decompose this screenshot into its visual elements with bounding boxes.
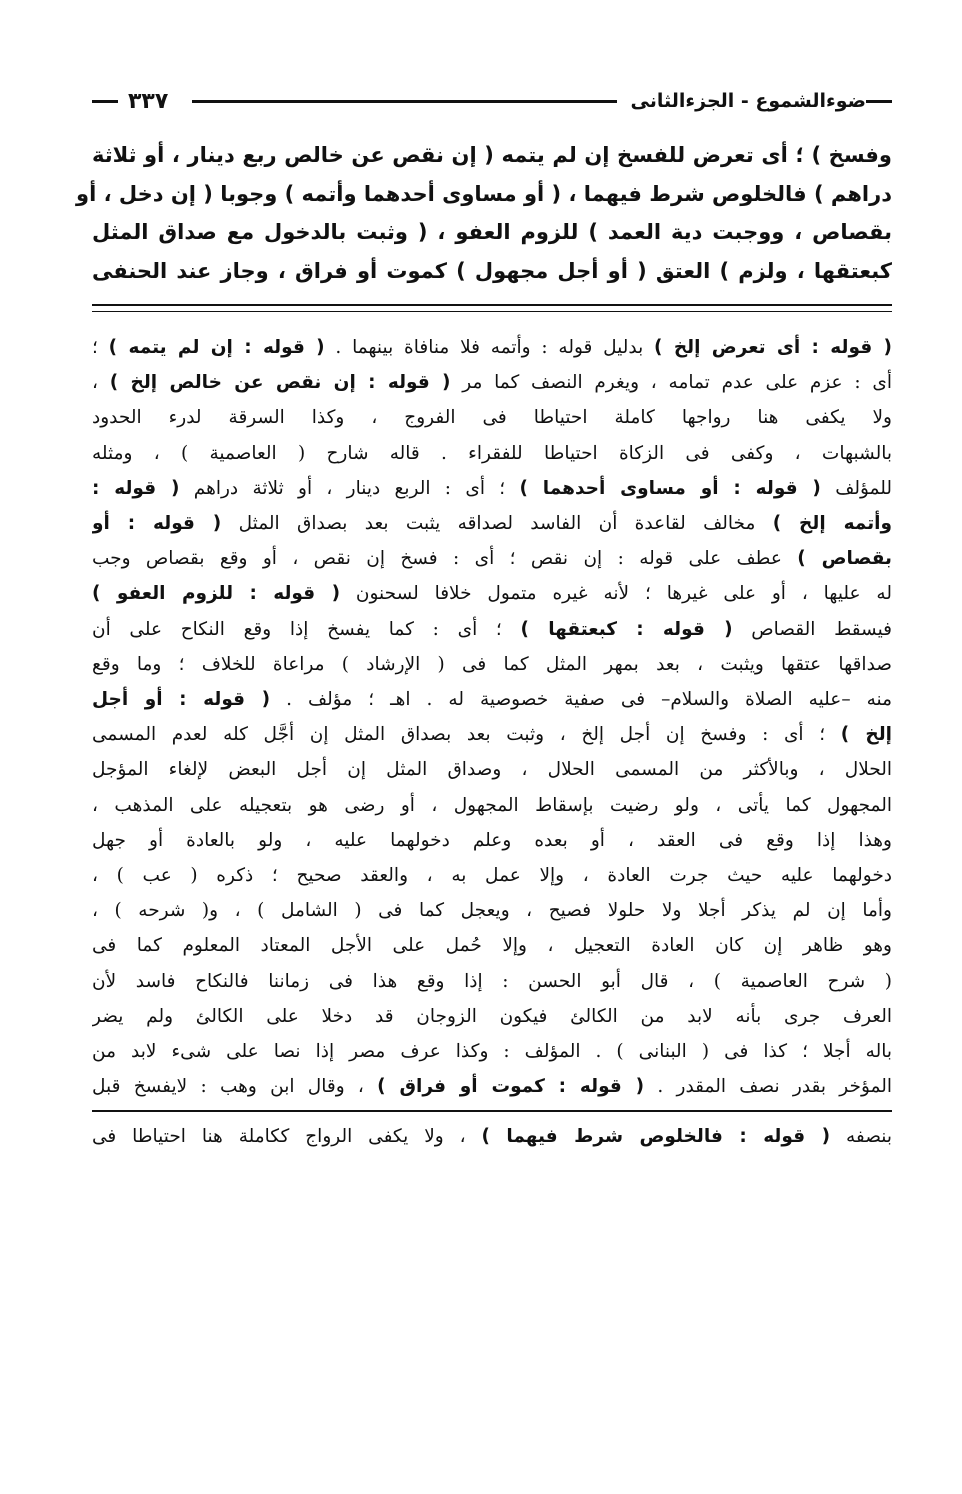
note-text: باله أجلا ؛ كذا فى ( البنانى ) . المؤلف : وكذا عرف مصر إذا نصا على شىء لابد من <box>92 1041 892 1063</box>
note-heading: ( قوله : كبعتقها ) <box>520 618 733 640</box>
main-text-line: دراهم ) فالخلوص شرط فيهما ، ( أو مساوى أحدهما وأتمه ) وجوبا ( إن دخل ، أو <box>76 181 892 206</box>
note-text: صداقها عتقها ويثبت ، بعد بمهر المثل كما فى ( الإرشاد ) مراعاة للخلاف ؛ وما وقع <box>92 653 892 675</box>
note-heading: ( قوله : <box>92 477 180 499</box>
note-text: منه –عليه الصلاة والسلام– فى صفية خصوصية له . اهـ ؛ مؤلف . <box>270 689 892 711</box>
footnotes-line <box>92 999 892 1034</box>
main-text-line: بقصاص ، ووجبت دية العمد ) للزوم العفو ، ( وثبت بالدخول مع صداق المثل <box>92 220 892 244</box>
continuation-divider <box>92 1110 892 1112</box>
note-text: بالشبهات ، وكفى فى الزكاة احتياطا للفقراء . قاله شارح ( العاصمية ) ، ومثله <box>92 442 892 464</box>
running-header <box>92 80 892 122</box>
continued-notes <box>92 1120 892 1154</box>
footnotes-line <box>92 365 892 400</box>
footnotes-line <box>92 541 892 576</box>
footnotes-line <box>92 788 892 823</box>
note-heading: ( قوله : أو أجل <box>92 689 271 711</box>
note-text: ؛ أى : الربع دينار ، أو ثلاثة دراهم <box>179 477 520 499</box>
note-text: وأما إن لم يذكر أجلا ولا حلولا فصيح ، ويعجل كما فى ( الشامل ) ، و( شرحه ) ، <box>92 900 892 922</box>
note-text: ؛ أى : وفسخ إن أجل إلخ ، وثبت بعد بصداق المثل إن أجَّل كله لعدم المسمى <box>92 724 841 746</box>
footnotes-line <box>92 471 892 506</box>
note-heading: ( قوله : كموت أو فراق ) <box>377 1076 645 1098</box>
note-text: وهو ظاهر إن كان العادة التعجيل ، وإلا حُمل على الأجل المعتاد المعلوم كما فى <box>92 935 892 957</box>
footnotes <box>92 330 892 1104</box>
note-heading: بقصاص ) <box>797 548 892 570</box>
footnotes-line <box>92 506 892 541</box>
note-heading: وأتمه إلخ ) <box>772 513 892 535</box>
note-heading: إلخ ) <box>840 724 892 746</box>
note-text: فيسقط القصاص <box>732 618 892 640</box>
footnotes-line <box>92 964 892 999</box>
continued-line <box>92 1120 892 1154</box>
note-text: بنصفه <box>830 1126 892 1148</box>
footnotes-line <box>92 612 892 647</box>
note-text: أى : عزم على عدم تمامه ، ويغرم النصف كما مر <box>450 372 892 394</box>
footnotes-line <box>92 436 892 471</box>
main-text-line: كبعتقها ، ولزم ) العتق ( أو أجل مجهول ) كموت أو فراق ، وجاز عند الحنفى <box>92 258 892 283</box>
document-page <box>76 80 892 1154</box>
header-dash-left <box>92 100 118 103</box>
note-text: ولا يكفى هنا رواجها كاملة احتياطا فى الفروج ، وكذا السرقة لدرء الحدود <box>92 407 892 429</box>
note-heading: ( قوله : أو <box>92 513 222 535</box>
note-text: ؛ <box>92 337 109 358</box>
header-title: ضوءالشموع - الجزءالثانى <box>630 90 866 112</box>
main-text-line: وفسخ ) ؛ أى تعرض للفسخ إن لم يتمه ( إن نقص عن خالص ربع دينار ، أو ثلاثة <box>92 143 892 167</box>
note-text: ، ولا يكفى الرواج ككاملة هنا احتياطا فى <box>92 1126 482 1148</box>
footnotes-line <box>92 400 892 435</box>
footnotes-line <box>92 682 892 717</box>
footnotes-line <box>92 717 892 752</box>
main-text <box>76 136 892 290</box>
note-heading: ( قوله : أى تعرض إلخ ) <box>654 337 892 358</box>
note-text: ؛ أى : كما يفسخ إذا وقع النكاح على أن <box>92 618 521 640</box>
footnotes-line <box>92 576 892 611</box>
note-text: المؤخر بقدر نصف المقدر . <box>644 1076 892 1098</box>
note-heading: ( قوله : أو مساوى أحدهما ) <box>519 477 821 499</box>
note-text: له عليها ، أو على غيرها ؛ لأنه غيره متمول خلافا لسحنون <box>340 583 892 605</box>
note-text: وهذا إذا وقع فى العقد ، أو بعده وعلم دخولهما عليه ، ولو بالعادة أو جهل <box>92 829 892 851</box>
footnotes-line <box>92 1069 892 1104</box>
header-dash-right <box>866 100 892 103</box>
footnotes-line <box>92 823 892 858</box>
note-text: ( شرح العاصمية ) ، قال أبو الحسن : إذا وقع هذا فى زماننا فالنكاح فاسد لأن <box>92 970 892 992</box>
footnotes-line <box>92 330 892 365</box>
note-heading: ( قوله : للزوم العفو ) <box>92 583 341 605</box>
note-text: الحلال ، وبالأكثر من المسمى الحلال ، وصداق المثل إن أجل البعض لإلغاء المؤجل <box>92 759 892 781</box>
note-text: دخولهما عليه حيث جرت العادة ، وإلا عمل به ، والعقد صحيح ؛ ذكره ( عب ) ، <box>92 865 892 887</box>
footnotes-line <box>92 752 892 787</box>
note-text: عطف على قوله : إن نقص ؛ أى : فسخ إن نقص ، أو وقع بقصاص وجب <box>92 548 798 570</box>
note-heading: ( قوله : فالخلوص شرط فيهما ) <box>481 1126 831 1148</box>
footnotes-line <box>92 858 892 893</box>
note-text: ، وقال ابن وهب : لايفسخ قبل <box>92 1076 378 1098</box>
note-text: مخالف لقاعدة أن الفاسد لصداقه يثبت بعد بصداق المثل <box>221 513 773 535</box>
note-heading: ( قوله : إن لم يتمه ) <box>108 337 325 358</box>
note-text: المجهول كما يأتى ، ولو رضيت بإسقاط المجهول ، أو رضى هو بتعجيله على المذهب ، <box>92 794 892 816</box>
footnotes-line <box>92 928 892 963</box>
note-text: العرف جرى بأنه لابد من الكالئ فيكون الزوجان قد دخلا على الكالئ ولم يضر <box>92 1005 892 1027</box>
header-rule <box>192 100 616 103</box>
footnotes-line <box>92 647 892 682</box>
page-number: ٣٣٧ <box>128 88 169 114</box>
footnotes-line <box>92 893 892 928</box>
footnotes-line <box>92 1034 892 1069</box>
footnote-divider <box>92 304 892 312</box>
note-heading: ( قوله : إن نقص عن خالص إلخ ) <box>109 372 451 394</box>
note-text: بدليل قوله : وأتمه فلا منافاة بينهما . <box>324 337 655 358</box>
note-text: ، <box>92 372 110 394</box>
note-text: للمؤلف <box>820 477 892 499</box>
